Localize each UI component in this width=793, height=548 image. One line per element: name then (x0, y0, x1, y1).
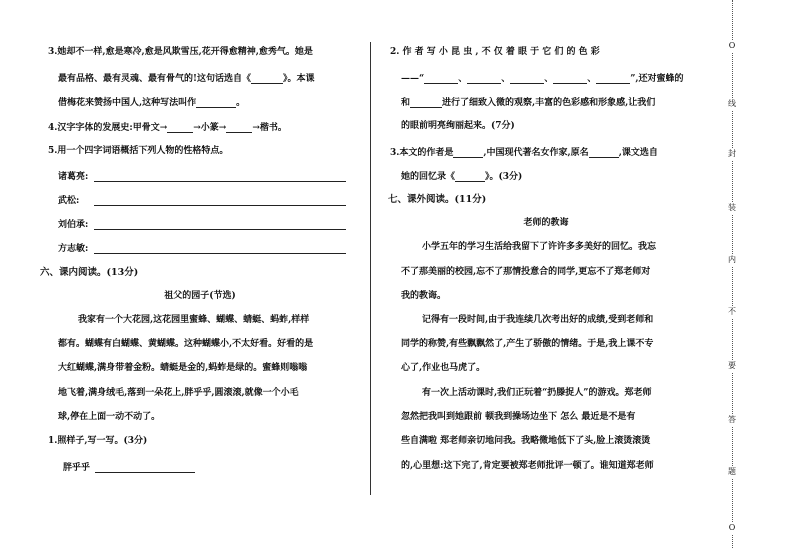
r-q2-sep: 、 (458, 74, 468, 84)
binding-char: 内 (724, 254, 740, 266)
binding-hole-mark: O (724, 40, 740, 52)
r-q2-and: 和 (401, 98, 411, 108)
q3-line2-text: 最有品格、最有灵魂、最有骨气的!这句话选自《 (58, 74, 251, 84)
r-q2-sep: 、 (501, 74, 511, 84)
r-q2-color-blank-1[interactable] (424, 73, 458, 84)
q4-blank-1[interactable] (167, 122, 193, 133)
r-q2-close: ”,还对蜜蜂的 (630, 74, 684, 84)
passage-line: 大红蝴蝶,满身带着金粉。蜻蜓是金的,蚂蚱是绿的。蜜蜂则嗡嗡 (58, 363, 308, 373)
r-passage-line: 的,心里想:这下完了,肯定要被郑老师批评一顿了。谁知道郑老师 (401, 461, 654, 471)
r-passage-line: 我的教诲。 (401, 291, 447, 301)
binding-char: 装 (724, 202, 740, 214)
q3-technique-blank[interactable] (196, 97, 236, 108)
r-q3-text-b: ,中国现代著名女作家,原名 (483, 148, 589, 158)
r-q2-blank-6[interactable] (410, 97, 442, 108)
binding-char: 线 (724, 98, 740, 110)
q5-person-row (58, 219, 346, 230)
binding-char: 不 (724, 306, 740, 318)
binding-strip (722, 0, 744, 548)
r-q3-author-blank[interactable] (453, 147, 483, 158)
r-q2-color-blank-5[interactable] (596, 73, 630, 84)
q1-prompt: 1.照样子,写一写。(3分) (48, 436, 148, 446)
q5-prompt: 5.用一个四字词语概括下列人物的性格特点。 (48, 146, 229, 156)
r-q3-text-c: ,课文选自 (618, 148, 658, 158)
binding-char: 题 (724, 466, 740, 478)
r-passage-line: 忽然把我叫到她跟前 顿我到操场边坐下 怎么 最近是不是有 (401, 412, 636, 422)
q4-text-a: 4.汉字字体的发展史:甲骨文→ (48, 123, 168, 133)
r-q2-sep: 、 (587, 74, 597, 84)
r-q2-color-blank-2[interactable] (467, 73, 501, 84)
r-q2-open-quote: ——“ (401, 74, 425, 84)
passage-line: 都有。蝴蝶有白蝴蝶、黄蝴蝶。这种蝴蝶小,不太好看。好看的是 (58, 339, 314, 349)
r-q3-text-e: 》。(3分) (485, 172, 523, 182)
r-q2-sep: 、 (544, 74, 554, 84)
q5-answer-blank[interactable] (94, 219, 346, 230)
section-6-heading: 六、课内阅读。(13分) (40, 267, 139, 278)
binding-char: 封 (724, 148, 740, 160)
passage-line: 地飞着,满身绒毛,落到一朵花上,胖乎乎,圆滚滚,就像一个小毛 (58, 388, 299, 398)
binding-char: 答 (724, 414, 740, 426)
r-passage-line: 些自满啦 郑老师亲切地问我。我略微地低下了头,脸上滚烫滚烫 (401, 436, 651, 446)
q5-person-label: 刘伯承: (58, 220, 89, 230)
q5-person-row (58, 171, 346, 182)
q3-line1: 3.她却不一样,愈是寒冷,愈是风欺雪压,花开得愈精神,愈秀气。她是 (48, 47, 313, 57)
r-q2-line4: 的眼前明亮绚丽起来。(7分) (401, 121, 515, 131)
passage-line: 球,停在上面一动不动了。 (58, 412, 161, 422)
q5-person-row (58, 243, 346, 254)
r-q3-text-d: 她的回忆录《 (401, 172, 456, 182)
passage-title-right: 老师的教诲 (523, 218, 569, 228)
passage-title-left: 祖父的园子(节选) (164, 291, 236, 301)
binding-char: 要 (724, 360, 740, 372)
q3-line3 (58, 97, 245, 108)
r-q2-line3-text: 进行了细致入微的观察,丰富的色彩感和形象感,让我们 (442, 98, 656, 108)
r-q2-color-blank-4[interactable] (553, 73, 587, 84)
q3-line2-end: 》。本课 (282, 74, 315, 84)
q5-answer-blank[interactable] (94, 195, 346, 206)
q5-person-label: 武松: (58, 196, 80, 206)
r-q2-line2 (401, 73, 684, 84)
q3-line3-text: 借梅花来赞扬中国人,这种写法叫作 (58, 98, 197, 108)
r-q3-text-a: 3.本文的作者是 (390, 148, 454, 158)
q3-line2 (58, 73, 314, 84)
q3-line3-end: 。 (236, 98, 246, 108)
q5-person-label: 方志敏: (58, 244, 89, 254)
q4-text-c: →楷书。 (252, 123, 287, 133)
r-q3-name-blank[interactable] (589, 147, 619, 158)
q4-text-b: →小篆→ (193, 123, 227, 133)
r-passage-line: 小学五年的学习生活给我留下了许许多多美好的回忆。我忘 (422, 242, 657, 252)
section-7-heading: 七、课外阅读。(11分) (388, 194, 487, 205)
q4-line (48, 122, 287, 133)
r-passage-line: 同学的称赞,有些飘飘然了,产生了骄傲的情绪。于是,我上课不专 (401, 339, 654, 349)
r-q3-memoir-blank[interactable] (455, 171, 485, 182)
r-passage-line: 心了,作业也马虎了。 (401, 363, 486, 373)
r-q3-line2 (401, 171, 522, 182)
q1-example-row (63, 462, 195, 473)
q1-example-word: 胖乎乎 (63, 463, 91, 473)
r-q3-line1 (390, 147, 658, 158)
r-passage-line: 记得有一段时间,由于我连续几次考出好的成绩,受到老师和 (422, 315, 654, 325)
r-q2-line3 (401, 97, 655, 108)
q1-answer-blank[interactable] (95, 462, 195, 473)
q5-person-label: 诸葛亮: (58, 172, 89, 182)
q5-answer-blank[interactable] (94, 171, 346, 182)
q5-person-row (58, 195, 346, 206)
passage-line: 我家有一个大花园,这花园里蜜蜂、蝴蝶、蜻蜓、蚂蚱,样样 (78, 315, 310, 325)
r-q2-line1: 2. 作 者 写 小 昆 虫 , 不 仅 着 眼 于 它 们 的 色 彩 (390, 47, 600, 57)
r-passage-line: 不了那美丽的校园,忘不了那情投意合的同学,更忘不了郑老师对 (401, 267, 651, 277)
q5-answer-blank[interactable] (94, 243, 346, 254)
q3-book-blank[interactable] (251, 73, 283, 84)
q4-blank-2[interactable] (226, 122, 252, 133)
column-divider (370, 42, 371, 495)
r-passage-line: 有一次上活动课时,我们正玩着“扔滕捉人”的游戏。郑老师 (422, 388, 652, 398)
r-q2-color-blank-3[interactable] (510, 73, 544, 84)
binding-hole-mark: O (724, 522, 740, 534)
